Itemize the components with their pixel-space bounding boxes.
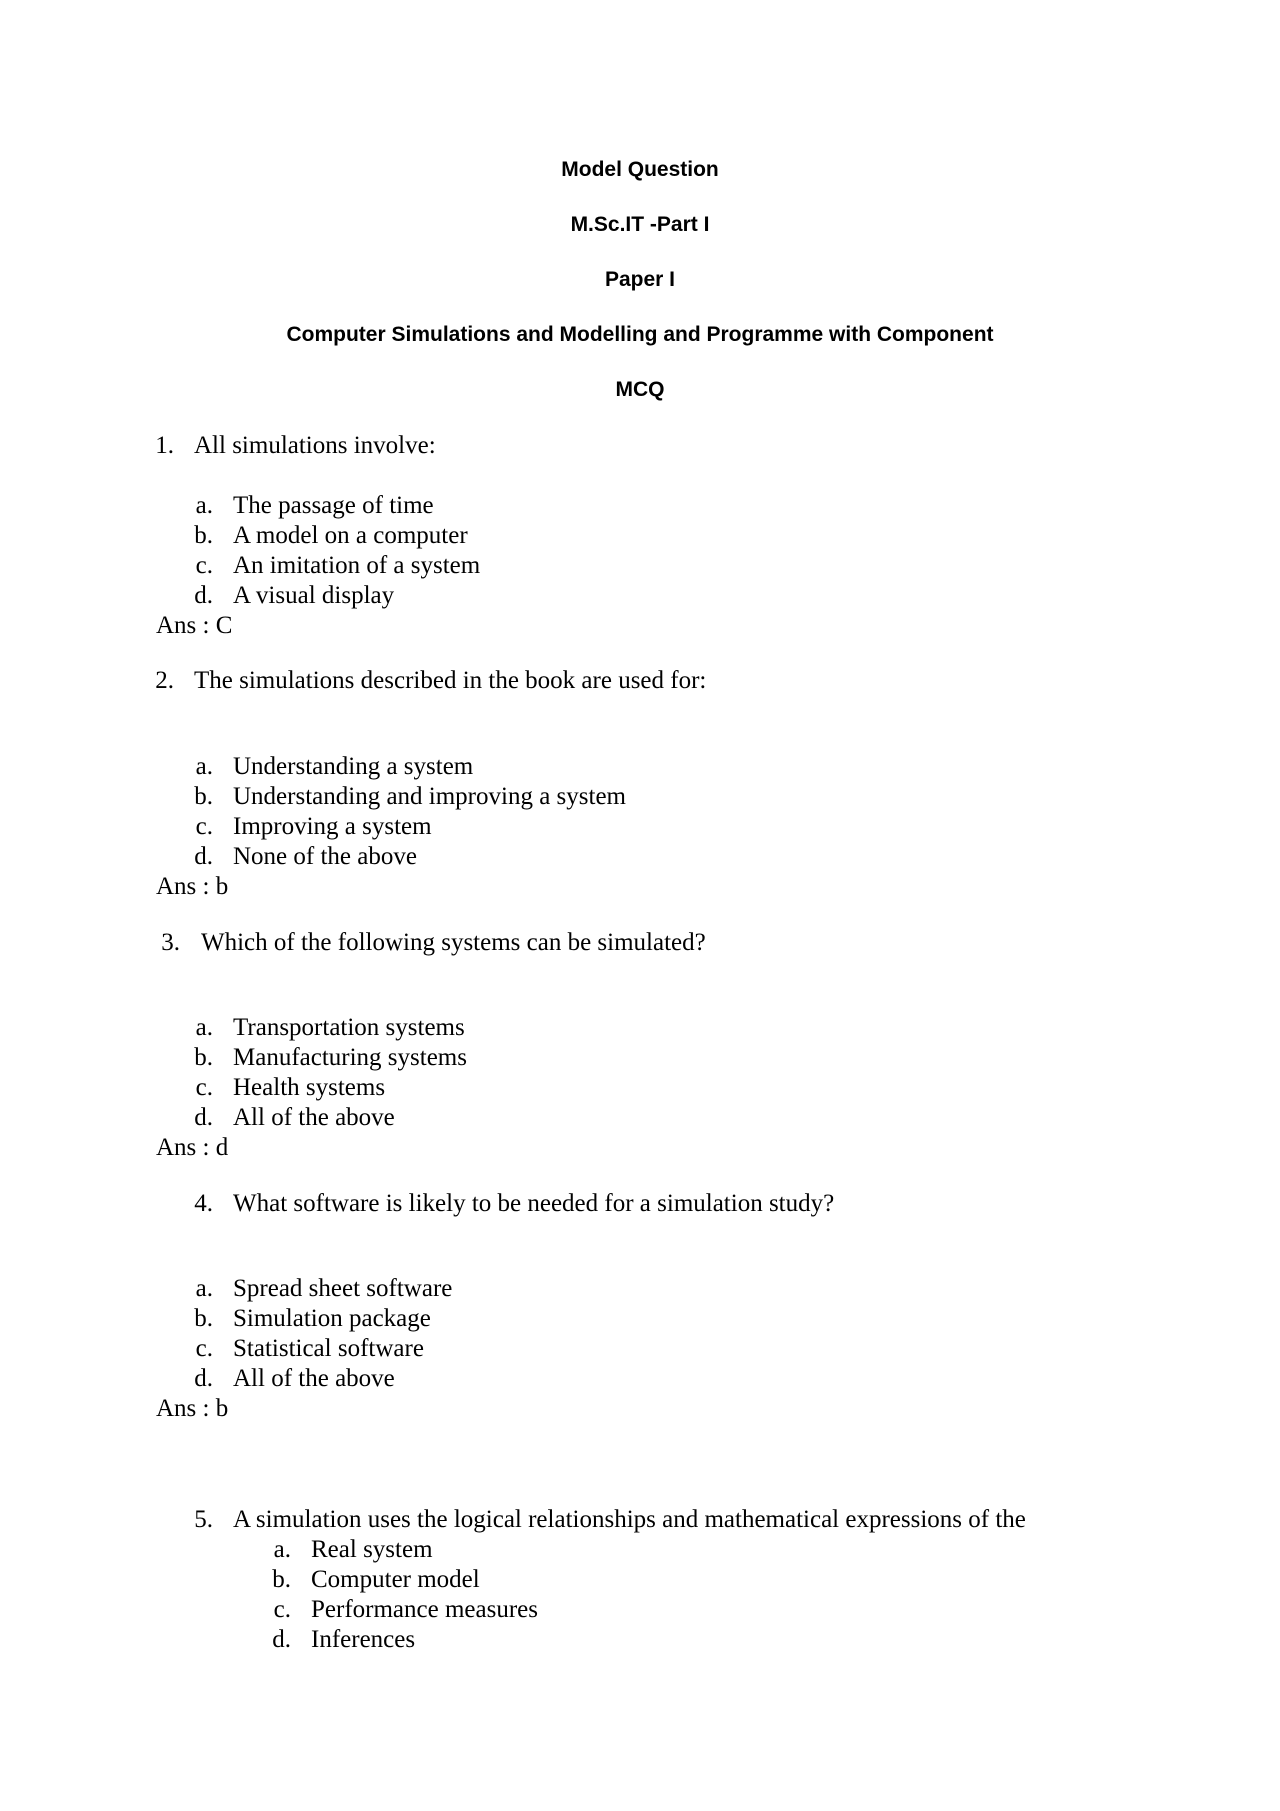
option-b: b. Simulation package: [194, 1305, 431, 1332]
question-number: 4.: [194, 1190, 213, 1217]
question-number: 3.: [161, 929, 180, 956]
subject-title: Computer Simulations and Modelling and Programme with Component: [286, 323, 994, 346]
document-title: Model Question: [561, 158, 719, 181]
option-d: d. All of the above: [194, 1365, 395, 1392]
question-text: A simulation uses the logical relationships and mathematical expressions of the: [233, 1506, 1026, 1533]
option-d: d. Inferences: [272, 1626, 416, 1653]
option-d: d. A visual display: [194, 582, 395, 609]
option-b: b. Manufacturing systems: [194, 1044, 467, 1071]
option-a: a. Understanding a system: [195, 753, 474, 780]
question-number: 1.: [155, 432, 174, 459]
course-name: M.Sc.IT -Part I: [570, 213, 710, 236]
answer: Ans : b: [156, 873, 229, 900]
answer: Ans : d: [156, 1134, 229, 1161]
option-a: a. Transportation systems: [195, 1014, 465, 1041]
option-c: c. Health systems: [195, 1074, 386, 1101]
answer: Ans : C: [156, 612, 233, 639]
question-text: The simulations described in the book are used for:: [194, 667, 707, 694]
option-d: d. None of the above: [194, 843, 417, 870]
option-d: d. All of the above: [194, 1104, 395, 1131]
question-text: What software is likely to be needed for a simulation study?: [233, 1190, 835, 1217]
option-c: c. Improving a system: [195, 813, 432, 840]
option-b: b. A model on a computer: [194, 522, 468, 549]
option-c: c. An imitation of a system: [195, 552, 481, 579]
option-a: a. Spread sheet software: [195, 1275, 453, 1302]
option-c: c. Performance measures: [273, 1596, 538, 1623]
paper-number: Paper I: [604, 268, 676, 291]
question-text: All simulations involve:: [194, 432, 436, 459]
question-number: 5.: [194, 1506, 213, 1533]
option-a: a. Real system: [273, 1536, 433, 1563]
option-c: c. Statistical software: [195, 1335, 424, 1362]
question-number: 2.: [155, 667, 174, 694]
answer: Ans : b: [156, 1395, 229, 1422]
option-b: b. Understanding and improving a system: [194, 783, 626, 810]
option-b: b. Computer model: [272, 1566, 480, 1593]
question-text: Which of the following systems can be simulated?: [201, 929, 706, 956]
section-title: MCQ: [615, 378, 665, 401]
option-a: a. The passage of time: [195, 492, 434, 519]
